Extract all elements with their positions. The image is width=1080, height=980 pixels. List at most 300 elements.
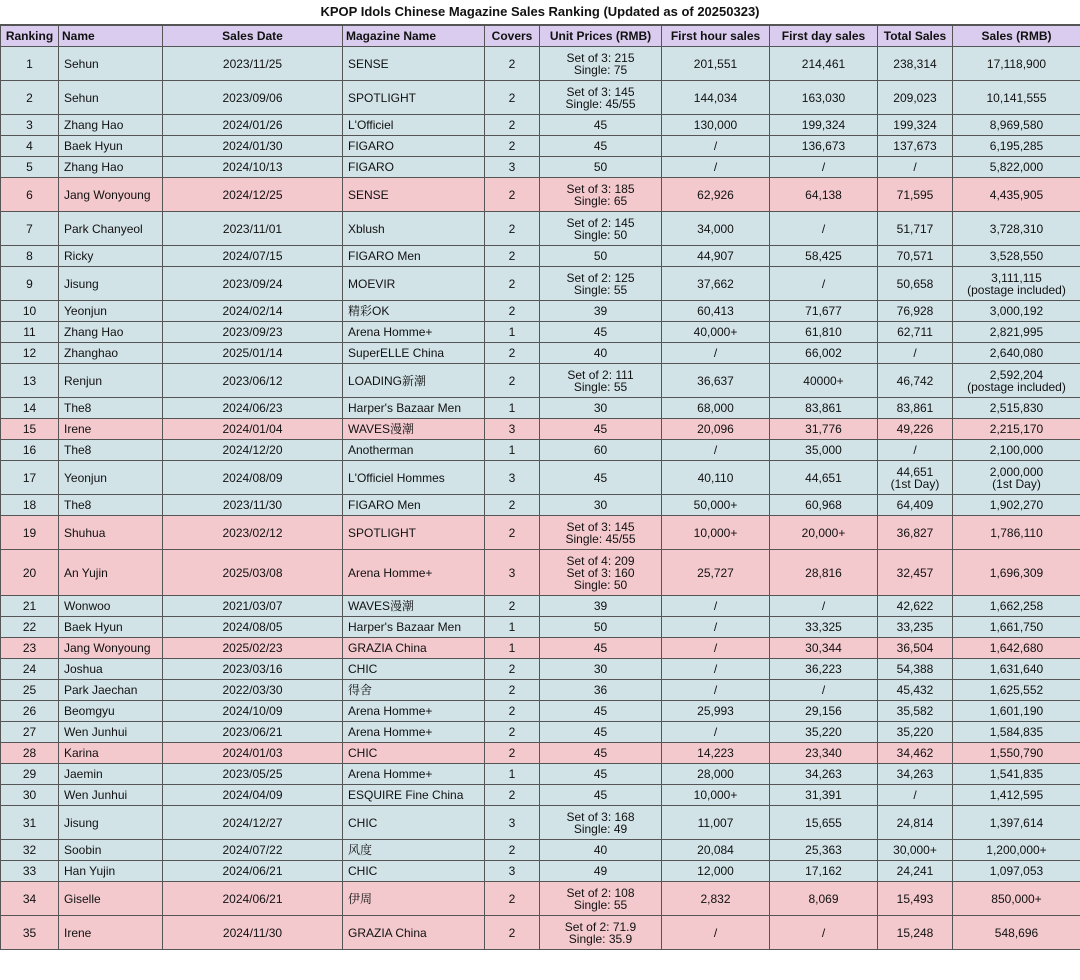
cell-sales-rmb bbox=[953, 364, 1080, 398]
cell-magazine-name bbox=[343, 882, 485, 916]
cell-unit-price bbox=[540, 785, 662, 806]
cell-sales-date-text: 2024/12/25 bbox=[222, 187, 283, 202]
cell-first-hour-sales bbox=[662, 157, 770, 178]
cell-sales-rmb-text: 1,550,790 bbox=[989, 746, 1044, 760]
cell-first-day-sales bbox=[770, 47, 878, 81]
cell-sales-date bbox=[163, 701, 343, 722]
col-header-name: Name bbox=[59, 26, 163, 47]
cell-sales-rmb bbox=[953, 495, 1080, 516]
cell-sales-date bbox=[163, 115, 343, 136]
cell-name-text: Wonwoo bbox=[64, 599, 111, 613]
cell-unit-price-subtext: Single: 50 bbox=[573, 227, 628, 242]
cell-sales-rmb-text: 3,000,192 bbox=[989, 304, 1044, 318]
cell-covers-text: 1 bbox=[508, 767, 516, 781]
cell-first-hour-sales-text: / bbox=[713, 599, 718, 613]
cell-covers-text: 2 bbox=[508, 346, 516, 360]
cell-magazine-name bbox=[343, 136, 485, 157]
cell-total-sales bbox=[878, 461, 953, 495]
cell-total-sales-text: 35,220 bbox=[896, 725, 934, 739]
cell-first-day-sales bbox=[770, 659, 878, 680]
cell-sales-date-text: 2024/01/30 bbox=[222, 139, 283, 153]
cell-sales-date-text: 2023/11/01 bbox=[222, 221, 283, 236]
cell-total-sales-text: / bbox=[913, 346, 917, 360]
cell-sales-rmb-text: 1,601,190 bbox=[989, 704, 1044, 718]
cell-sales-date-text: 2024/02/14 bbox=[222, 304, 283, 318]
cell-first-day-sales-text: 28,816 bbox=[805, 565, 842, 580]
cell-first-day-sales bbox=[770, 115, 878, 136]
cell-magazine-name bbox=[343, 461, 485, 495]
cell-magazine-name bbox=[343, 419, 485, 440]
cell-unit-price bbox=[540, 157, 662, 178]
col-header-sales-rmb: Sales (RMB) bbox=[953, 26, 1080, 47]
table-row bbox=[1, 157, 1080, 178]
cell-sales-date bbox=[163, 364, 343, 398]
cell-unit-price-text: 30 bbox=[593, 401, 608, 415]
cell-sales-rmb-text: 3,728,310 bbox=[989, 221, 1044, 236]
cell-unit-price-text: Set of 2: 111 bbox=[567, 367, 634, 382]
cell-unit-price-text: Set of 2: 145 bbox=[566, 215, 635, 230]
cell-sales-date-text: 2023/05/25 bbox=[222, 767, 283, 781]
cell-covers-text: 2 bbox=[508, 187, 516, 202]
cell-sales-date-text: 2024/01/04 bbox=[222, 422, 283, 436]
cell-unit-price bbox=[540, 178, 662, 212]
cell-name bbox=[59, 267, 163, 301]
cell-ranking-text: 5 bbox=[26, 160, 33, 174]
cell-sales-rmb bbox=[953, 659, 1080, 680]
cell-magazine-name bbox=[343, 115, 485, 136]
cell-covers-text: 2 bbox=[508, 683, 516, 697]
cell-first-day-sales-text: 8,069 bbox=[808, 891, 839, 906]
cell-unit-price bbox=[540, 806, 662, 840]
cell-ranking-text: 25 bbox=[22, 683, 37, 697]
cell-ranking bbox=[1, 322, 59, 343]
cell-magazine-name-text: FIGARO bbox=[348, 139, 395, 153]
cell-total-sales-text: 42,622 bbox=[896, 599, 934, 613]
cell-first-hour-sales bbox=[662, 178, 770, 212]
cell-sales-rmb-text: 1,661,750 bbox=[989, 620, 1044, 634]
cell-first-day-sales bbox=[770, 806, 878, 840]
cell-magazine-name bbox=[343, 638, 485, 659]
cell-unit-price-subtext: Set of 3: 160 bbox=[566, 565, 635, 580]
cell-magazine-name-text: L'Officiel Hommes bbox=[348, 470, 445, 485]
cell-first-hour-sales bbox=[662, 785, 770, 806]
cell-sales-rmb-text: 1,541,835 bbox=[989, 767, 1044, 781]
cell-first-hour-sales bbox=[662, 659, 770, 680]
cell-total-sales bbox=[878, 178, 953, 212]
cell-total-sales bbox=[878, 916, 953, 950]
cell-magazine-name-text: GRAZIA China bbox=[348, 641, 427, 655]
cell-total-sales-text: 15,493 bbox=[896, 891, 934, 906]
cell-first-day-sales-text: 66,002 bbox=[805, 346, 842, 360]
cell-covers-text: 3 bbox=[508, 422, 516, 436]
cell-name bbox=[59, 81, 163, 115]
table-row bbox=[1, 440, 1080, 461]
cell-name bbox=[59, 764, 163, 785]
cell-sales-rmb bbox=[953, 246, 1080, 267]
cell-first-hour-sales-text: / bbox=[713, 725, 718, 739]
cell-first-day-sales-text: 71,677 bbox=[805, 304, 842, 318]
table-row bbox=[1, 806, 1080, 840]
cell-total-sales bbox=[878, 419, 953, 440]
cell-sales-date bbox=[163, 882, 343, 916]
cell-magazine-name-text: FIGARO Men bbox=[348, 249, 421, 263]
cell-unit-price-text: 30 bbox=[593, 498, 608, 512]
cell-sales-date bbox=[163, 267, 343, 301]
cell-name-text: Park Jaechan bbox=[64, 683, 138, 697]
cell-ranking-text: 34 bbox=[22, 891, 37, 906]
cell-unit-price bbox=[540, 882, 662, 916]
cell-first-hour-sales-text: 144,034 bbox=[693, 90, 738, 105]
cell-total-sales bbox=[878, 596, 953, 617]
cell-ranking bbox=[1, 785, 59, 806]
cell-total-sales bbox=[878, 267, 953, 301]
cell-unit-price bbox=[540, 722, 662, 743]
cell-first-hour-sales bbox=[662, 47, 770, 81]
cell-total-sales bbox=[878, 785, 953, 806]
cell-name-text: Jaemin bbox=[64, 767, 103, 781]
cell-magazine-name-text: SuperELLE China bbox=[348, 346, 445, 360]
cell-first-hour-sales bbox=[662, 743, 770, 764]
cell-total-sales bbox=[878, 701, 953, 722]
cell-name bbox=[59, 882, 163, 916]
cell-first-day-sales bbox=[770, 398, 878, 419]
cell-magazine-name bbox=[343, 659, 485, 680]
cell-total-sales-text: 209,023 bbox=[893, 90, 937, 105]
cell-unit-price-text: 50 bbox=[593, 620, 608, 634]
cell-unit-price-text: 60 bbox=[593, 443, 608, 457]
cell-magazine-name bbox=[343, 916, 485, 950]
cell-magazine-name bbox=[343, 550, 485, 596]
cell-total-sales bbox=[878, 47, 953, 81]
cell-first-day-sales bbox=[770, 701, 878, 722]
cell-ranking-text: 12 bbox=[22, 346, 37, 360]
cell-unit-price-text: 40 bbox=[593, 346, 608, 360]
table-row bbox=[1, 47, 1080, 81]
cell-first-hour-sales-text: 62,926 bbox=[697, 187, 734, 202]
cell-magazine-name-text: Arena Homme+ bbox=[348, 565, 433, 580]
cell-first-day-sales-text: / bbox=[821, 925, 826, 940]
cell-magazine-name-text: FIGARO Men bbox=[348, 498, 421, 512]
cell-sales-rmb bbox=[953, 722, 1080, 743]
cell-first-hour-sales bbox=[662, 495, 770, 516]
cell-unit-price bbox=[540, 115, 662, 136]
table-row bbox=[1, 840, 1080, 861]
cell-sales-date bbox=[163, 596, 343, 617]
cell-first-hour-sales bbox=[662, 596, 770, 617]
cell-covers bbox=[485, 81, 540, 115]
cell-sales-date-text: 2024/12/20 bbox=[222, 443, 283, 457]
cell-ranking bbox=[1, 47, 59, 81]
cell-ranking-text: 35 bbox=[22, 925, 37, 940]
cell-covers-text: 2 bbox=[508, 56, 516, 71]
table-row bbox=[1, 701, 1080, 722]
cell-ranking-text: 11 bbox=[23, 325, 36, 339]
cell-magazine-name bbox=[343, 861, 485, 882]
cell-covers bbox=[485, 301, 540, 322]
table-row bbox=[1, 764, 1080, 785]
cell-unit-price bbox=[540, 322, 662, 343]
cell-unit-price bbox=[540, 364, 662, 398]
cell-name bbox=[59, 212, 163, 246]
cell-sales-date-text: 2024/10/09 bbox=[222, 704, 283, 718]
cell-first-hour-sales-text: / bbox=[713, 443, 718, 457]
cell-ranking bbox=[1, 419, 59, 440]
cell-sales-rmb bbox=[953, 596, 1080, 617]
cell-first-day-sales bbox=[770, 680, 878, 701]
cell-sales-rmb-text: 10,141,555 bbox=[986, 90, 1047, 105]
cell-ranking-text: 33 bbox=[22, 864, 37, 878]
cell-first-hour-sales bbox=[662, 301, 770, 322]
cell-magazine-name bbox=[343, 806, 485, 840]
table-row bbox=[1, 461, 1080, 495]
cell-sales-rmb-subtext: (1st Day) bbox=[992, 476, 1041, 491]
cell-covers-text: 3 bbox=[508, 470, 516, 485]
col-header-sales-date: Sales Date bbox=[163, 26, 343, 47]
cell-ranking bbox=[1, 267, 59, 301]
cell-unit-price bbox=[540, 596, 662, 617]
cell-first-day-sales bbox=[770, 495, 878, 516]
cell-ranking bbox=[1, 680, 59, 701]
cell-name bbox=[59, 47, 163, 81]
cell-sales-rmb bbox=[953, 516, 1080, 550]
cell-magazine-name bbox=[343, 301, 485, 322]
cell-ranking-text: 23 bbox=[22, 641, 37, 655]
cell-sales-date-text: 2024/11/30 bbox=[222, 925, 283, 940]
cell-sales-date bbox=[163, 659, 343, 680]
cell-first-hour-sales bbox=[662, 680, 770, 701]
cell-sales-date bbox=[163, 343, 343, 364]
cell-total-sales bbox=[878, 840, 953, 861]
cell-covers bbox=[485, 596, 540, 617]
cell-name-text: Jang Wonyoung bbox=[64, 187, 151, 202]
cell-covers-text: 2 bbox=[508, 525, 516, 540]
cell-magazine-name-text: Arena Homme+ bbox=[348, 725, 433, 739]
table-row bbox=[1, 617, 1080, 638]
cell-sales-rmb bbox=[953, 136, 1080, 157]
cell-first-day-sales bbox=[770, 882, 878, 916]
cell-sales-rmb bbox=[953, 785, 1080, 806]
cell-ranking bbox=[1, 301, 59, 322]
table-row bbox=[1, 364, 1080, 398]
cell-covers bbox=[485, 246, 540, 267]
cell-first-day-sales bbox=[770, 916, 878, 950]
cell-first-day-sales-text: / bbox=[821, 683, 826, 697]
cell-first-hour-sales bbox=[662, 840, 770, 861]
cell-unit-price-text: 45 bbox=[593, 704, 608, 718]
cell-name-text: Zhanghao bbox=[64, 346, 119, 360]
table-row bbox=[1, 136, 1080, 157]
cell-first-hour-sales-text: 37,662 bbox=[697, 276, 734, 291]
cell-name-text: Han Yujin bbox=[64, 864, 116, 878]
cell-sales-rmb bbox=[953, 701, 1080, 722]
cell-first-day-sales bbox=[770, 440, 878, 461]
cell-sales-rmb-text: 2,592,204 bbox=[989, 367, 1044, 382]
cell-first-hour-sales bbox=[662, 115, 770, 136]
cell-ranking-text: 21 bbox=[22, 599, 37, 613]
cell-name bbox=[59, 495, 163, 516]
table-row bbox=[1, 343, 1080, 364]
cell-unit-price-text: 45 bbox=[593, 746, 608, 760]
cell-magazine-name-text: 风度 bbox=[348, 843, 373, 857]
cell-magazine-name-text: 得舍 bbox=[348, 683, 373, 697]
cell-sales-date bbox=[163, 47, 343, 81]
cell-sales-date-text: 2024/08/05 bbox=[222, 620, 283, 634]
cell-sales-rmb-text: 1,631,640 bbox=[989, 662, 1044, 676]
table-row bbox=[1, 882, 1080, 916]
cell-sales-date bbox=[163, 617, 343, 638]
cell-unit-price-subtext: Single: 65 bbox=[573, 193, 628, 208]
cell-ranking bbox=[1, 861, 59, 882]
cell-unit-price bbox=[540, 516, 662, 550]
cell-first-hour-sales-text: 10,000+ bbox=[693, 525, 738, 540]
cell-first-hour-sales bbox=[662, 136, 770, 157]
cell-sales-rmb-text: 1,696,309 bbox=[989, 565, 1044, 580]
cell-sales-rmb bbox=[953, 440, 1080, 461]
cell-total-sales bbox=[878, 659, 953, 680]
cell-sales-date-text: 2024/01/03 bbox=[222, 746, 283, 760]
cell-ranking bbox=[1, 115, 59, 136]
cell-ranking bbox=[1, 178, 59, 212]
table-row bbox=[1, 322, 1080, 343]
cell-total-sales bbox=[878, 764, 953, 785]
cell-covers bbox=[485, 840, 540, 861]
cell-sales-date-text: 2024/01/26 bbox=[222, 118, 283, 132]
cell-covers-text: 2 bbox=[508, 599, 516, 613]
cell-total-sales bbox=[878, 495, 953, 516]
cell-sales-rmb bbox=[953, 115, 1080, 136]
cell-ranking-text: 16 bbox=[22, 443, 37, 457]
cell-name-text: The8 bbox=[64, 498, 92, 512]
cell-first-hour-sales-text: 2,832 bbox=[700, 891, 731, 906]
cell-first-day-sales bbox=[770, 364, 878, 398]
cell-name bbox=[59, 178, 163, 212]
cell-first-hour-sales-text: 34,000 bbox=[697, 221, 734, 236]
cell-ranking-text: 7 bbox=[26, 221, 33, 236]
cell-magazine-name bbox=[343, 516, 485, 550]
cell-unit-price-text: 39 bbox=[593, 304, 608, 318]
cell-covers bbox=[485, 617, 540, 638]
cell-magazine-name bbox=[343, 785, 485, 806]
cell-first-day-sales-text: 20,000+ bbox=[801, 525, 846, 540]
cell-sales-rmb-text: 1,200,000+ bbox=[986, 843, 1047, 857]
cell-ranking bbox=[1, 916, 59, 950]
cell-total-sales bbox=[878, 246, 953, 267]
table-row bbox=[1, 81, 1080, 115]
cell-name-text: Renjun bbox=[64, 373, 103, 388]
cell-magazine-name-text: Xblush bbox=[348, 221, 385, 236]
cell-unit-price bbox=[540, 495, 662, 516]
cell-sales-date bbox=[163, 495, 343, 516]
cell-covers bbox=[485, 440, 540, 461]
cell-covers-text: 3 bbox=[508, 815, 516, 830]
cell-ranking bbox=[1, 596, 59, 617]
cell-unit-price-text: 45 bbox=[593, 641, 608, 655]
cell-ranking-text: 28 bbox=[22, 746, 37, 760]
cell-total-sales-text: 45,432 bbox=[896, 683, 934, 697]
cell-name-text: Giselle bbox=[64, 891, 101, 906]
cell-total-sales-text: 24,241 bbox=[896, 864, 934, 878]
cell-first-hour-sales bbox=[662, 617, 770, 638]
cell-first-day-sales bbox=[770, 322, 878, 343]
cell-unit-price bbox=[540, 267, 662, 301]
cell-sales-rmb-text: 8,969,580 bbox=[989, 118, 1044, 132]
cell-first-hour-sales-text: 36,637 bbox=[697, 373, 734, 388]
cell-ranking bbox=[1, 659, 59, 680]
cell-sales-rmb bbox=[953, 882, 1080, 916]
cell-ranking-text: 30 bbox=[22, 788, 37, 802]
cell-total-sales-text: 199,324 bbox=[893, 118, 937, 132]
cell-sales-date bbox=[163, 743, 343, 764]
cell-unit-price bbox=[540, 212, 662, 246]
cell-magazine-name bbox=[343, 680, 485, 701]
cell-magazine-name-text: SPOTLIGHT bbox=[348, 90, 417, 105]
cell-first-hour-sales-text: 28,000 bbox=[697, 767, 734, 781]
table-row bbox=[1, 212, 1080, 246]
cell-total-sales bbox=[878, 722, 953, 743]
cell-first-hour-sales bbox=[662, 764, 770, 785]
cell-first-day-sales bbox=[770, 861, 878, 882]
cell-sales-rmb-text: 1,097,053 bbox=[989, 864, 1044, 878]
cell-unit-price-subtext: Single: 35.9 bbox=[568, 931, 633, 946]
cell-total-sales-text: / bbox=[913, 788, 917, 802]
col-header-first-hour-sales: First hour sales bbox=[662, 26, 770, 47]
cell-covers-text: 2 bbox=[508, 891, 516, 906]
cell-unit-price bbox=[540, 550, 662, 596]
cell-magazine-name-text: CHIC bbox=[348, 746, 378, 760]
cell-total-sales bbox=[878, 743, 953, 764]
cell-covers bbox=[485, 882, 540, 916]
cell-unit-price bbox=[540, 701, 662, 722]
cell-sales-date-text: 2023/03/16 bbox=[222, 662, 283, 676]
cell-covers-text: 3 bbox=[508, 864, 516, 878]
cell-name bbox=[59, 617, 163, 638]
table-row bbox=[1, 495, 1080, 516]
cell-sales-date-text: 2025/03/08 bbox=[222, 565, 283, 580]
cell-ranking-text: 19 bbox=[22, 525, 37, 540]
cell-magazine-name-text: Harper's Bazaar Men bbox=[348, 620, 462, 634]
cell-unit-price-text: Set of 3: 145 bbox=[566, 519, 635, 534]
cell-magazine-name-text: CHIC bbox=[348, 864, 378, 878]
cell-unit-price-text: 40 bbox=[593, 843, 608, 857]
cell-sales-date-text: 2024/06/23 bbox=[222, 401, 283, 415]
cell-sales-rmb-text: 2,100,000 bbox=[989, 443, 1044, 457]
cell-first-day-sales bbox=[770, 343, 878, 364]
cell-sales-rmb bbox=[953, 47, 1080, 81]
cell-sales-rmb bbox=[953, 212, 1080, 246]
page-title: KPOP Idols Chinese Magazine Sales Ranking (Updated as of 20250323) bbox=[0, 0, 1080, 25]
cell-unit-price bbox=[540, 680, 662, 701]
cell-first-hour-sales-text: 20,096 bbox=[697, 422, 734, 436]
cell-sales-rmb bbox=[953, 178, 1080, 212]
col-header-ranking: Ranking bbox=[1, 26, 59, 47]
cell-name-text: Jisung bbox=[64, 815, 99, 830]
cell-first-day-sales bbox=[770, 81, 878, 115]
cell-ranking-text: 15 bbox=[22, 422, 37, 436]
cell-magazine-name bbox=[343, 157, 485, 178]
cell-total-sales-text: 83,861 bbox=[896, 401, 934, 415]
cell-covers-text: 1 bbox=[508, 325, 516, 339]
cell-name-text: Karina bbox=[64, 746, 99, 760]
cell-sales-date-text: 2024/07/15 bbox=[222, 249, 283, 263]
cell-name bbox=[59, 343, 163, 364]
cell-name bbox=[59, 398, 163, 419]
cell-total-sales-text: 64,409 bbox=[896, 498, 934, 512]
cell-ranking bbox=[1, 722, 59, 743]
cell-name bbox=[59, 364, 163, 398]
cell-magazine-name-text: Arena Homme+ bbox=[348, 767, 433, 781]
cell-covers-text: 1 bbox=[508, 641, 516, 655]
cell-sales-rmb-subtext: (postage included) bbox=[967, 282, 1066, 297]
